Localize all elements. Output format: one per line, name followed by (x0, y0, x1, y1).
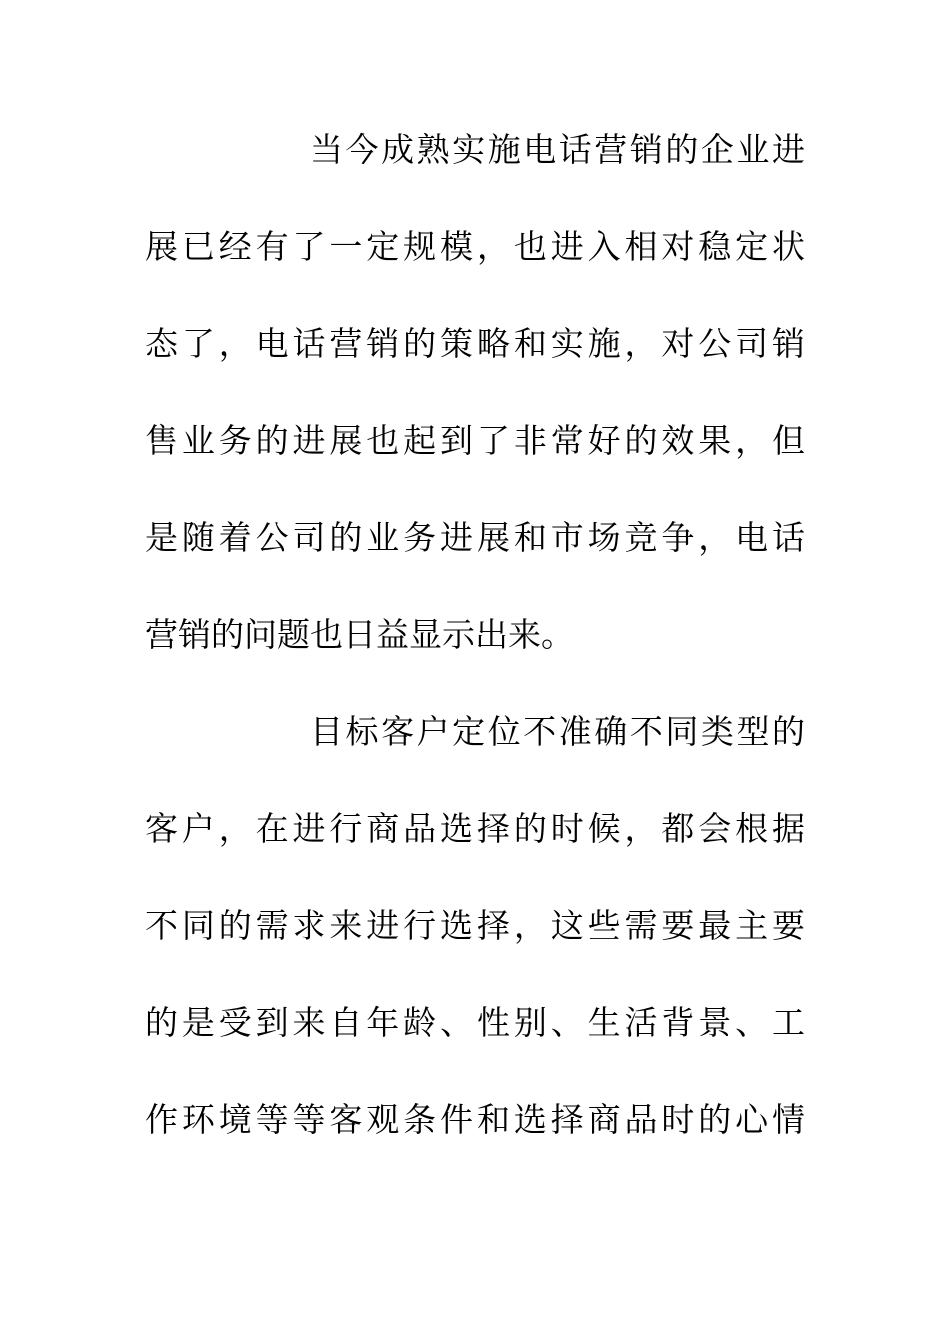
paragraph-line: 展已经有了一定规模，也进入相对稳定状 (145, 227, 805, 266)
paragraph-line: 客户，在进行商品选择的时候，都会根据 (145, 809, 805, 848)
paragraph-line: 不同的需求来进行选择，这些需要最主要 (145, 906, 805, 945)
paragraph-1 (145, 130, 805, 712)
paragraph-line: 营销的问题也日益显示出来。 (145, 615, 574, 654)
paragraph-line: 目标客户定位不准确不同类型的 (310, 712, 805, 751)
paragraph-line: 作环境等等客观条件和选择商品时的心情 (145, 1100, 805, 1139)
paragraph-line: 态了，电话营销的策略和实施，对公司销 (145, 324, 805, 363)
paragraph-line: 的是受到来自年龄、性别、生活背景、工 (145, 1003, 805, 1042)
paragraph-line: 售业务的进展也起到了非常好的效果，但 (145, 421, 805, 460)
paragraph-line: 是随着公司的业务进展和市场竞争，电话 (145, 518, 805, 557)
paragraph-line: 当今成熟实施电话营销的企业进 (310, 130, 805, 169)
paragraph-2 (145, 712, 805, 1197)
